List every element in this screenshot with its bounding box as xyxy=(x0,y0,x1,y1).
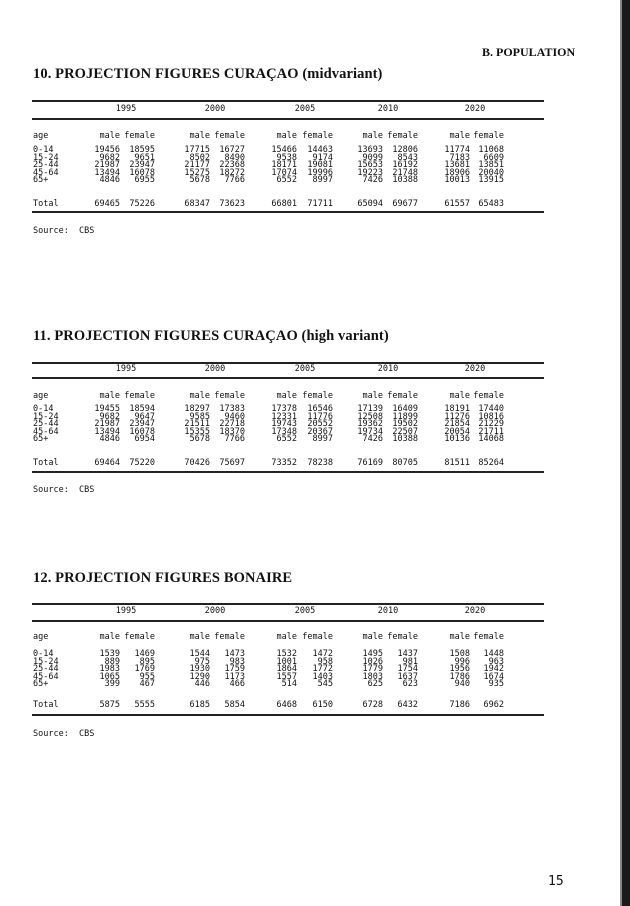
value-cell: 18191 xyxy=(444,404,470,414)
table-top-rule xyxy=(32,603,544,605)
age-cell: age xyxy=(33,391,49,401)
scan-edge-shadow xyxy=(620,0,622,906)
value-cell: 21854 xyxy=(444,419,470,430)
value-cell: 76169 xyxy=(357,458,383,468)
value-cell: 69677 xyxy=(392,199,418,209)
value-cell: male xyxy=(449,131,470,141)
age-cell: 15-24 xyxy=(33,152,59,163)
age-cell: 25-44 xyxy=(33,160,59,171)
age-cell: 65+ xyxy=(33,434,49,445)
value-cell: 6185 xyxy=(189,700,210,710)
value-cell: 15653 xyxy=(357,160,383,171)
value-cell: 975 xyxy=(194,656,210,667)
value-cell: 8490 xyxy=(224,152,245,163)
value-cell: 13494 xyxy=(94,167,120,178)
value-cell: 9174 xyxy=(312,152,333,163)
year-header: 2020 xyxy=(464,364,486,374)
value-cell: 12508 xyxy=(357,411,383,422)
value-cell: 21229 xyxy=(478,419,504,430)
value-cell: female xyxy=(302,131,333,141)
value-cell: 22718 xyxy=(219,419,245,430)
value-cell: 85264 xyxy=(478,458,504,468)
value-cell: female xyxy=(124,131,155,141)
value-cell: 981 xyxy=(402,656,418,667)
value-cell: male xyxy=(189,131,210,141)
page-number: 15 xyxy=(548,874,564,889)
value-cell: 6728 xyxy=(362,700,383,710)
value-cell: 9682 xyxy=(99,152,120,163)
value-cell: 17378 xyxy=(271,404,297,414)
value-cell: male xyxy=(362,131,383,141)
value-cell: 6468 xyxy=(276,700,297,710)
value-cell: 1473 xyxy=(224,649,245,659)
value-cell: 21511 xyxy=(184,419,210,430)
value-cell: 940 xyxy=(454,679,470,690)
value-cell: 17383 xyxy=(219,404,245,414)
value-cell: 10013 xyxy=(444,175,470,186)
value-cell: 5854 xyxy=(224,700,245,710)
value-cell: male xyxy=(449,391,470,401)
value-cell: 11899 xyxy=(392,411,418,422)
value-cell: 15466 xyxy=(271,145,297,155)
value-cell: female xyxy=(124,391,155,401)
age-cell: Total xyxy=(33,700,59,710)
value-cell: female xyxy=(124,632,155,642)
value-cell: male xyxy=(362,391,383,401)
value-cell: 514 xyxy=(281,679,297,690)
value-cell: 11776 xyxy=(307,411,333,422)
value-cell: 8502 xyxy=(189,152,210,163)
value-cell: 9538 xyxy=(276,152,297,163)
year-header: 2005 xyxy=(294,364,316,374)
value-cell: 18297 xyxy=(184,404,210,414)
value-cell: 625 xyxy=(367,679,383,690)
value-cell: 17348 xyxy=(271,426,297,437)
value-cell: 11774 xyxy=(444,145,470,155)
value-cell: 18370 xyxy=(219,426,245,437)
value-cell: 10816 xyxy=(478,411,504,422)
value-cell: female xyxy=(387,131,418,141)
value-cell: 1983 xyxy=(99,664,120,675)
value-cell: 61557 xyxy=(444,199,470,209)
value-cell: 17440 xyxy=(478,404,504,414)
source-note: Source: CBS xyxy=(33,485,95,495)
value-cell: 1026 xyxy=(362,656,383,667)
value-cell: 1495 xyxy=(362,649,383,659)
value-cell: 1065 xyxy=(99,671,120,682)
value-cell: 446 xyxy=(194,679,210,690)
value-cell: 889 xyxy=(104,656,120,667)
value-cell: 623 xyxy=(402,679,418,690)
value-cell: 17074 xyxy=(271,167,297,178)
value-cell: 6962 xyxy=(483,700,504,710)
value-cell: 69465 xyxy=(94,199,120,209)
value-cell: 1469 xyxy=(134,649,155,659)
value-cell: female xyxy=(473,131,504,141)
value-cell: 80705 xyxy=(392,458,418,468)
value-cell: 7766 xyxy=(224,175,245,186)
value-cell: 545 xyxy=(317,679,333,690)
value-cell: 19223 xyxy=(357,167,383,178)
value-cell: 1173 xyxy=(224,671,245,682)
value-cell: 996 xyxy=(454,656,470,667)
value-cell: 1001 xyxy=(276,656,297,667)
value-cell: 13693 xyxy=(357,145,383,155)
value-cell: 8997 xyxy=(312,175,333,186)
value-cell: 7426 xyxy=(362,434,383,445)
value-cell: male xyxy=(99,632,120,642)
value-cell: 466 xyxy=(229,679,245,690)
value-cell: 1772 xyxy=(312,664,333,675)
column-header-row xyxy=(32,633,544,641)
value-cell: 10388 xyxy=(392,434,418,445)
year-header: 2010 xyxy=(377,606,399,616)
value-cell: 9585 xyxy=(189,411,210,422)
value-cell: female xyxy=(214,391,245,401)
value-cell: 10136 xyxy=(444,434,470,445)
value-cell: male xyxy=(276,131,297,141)
value-cell: 1637 xyxy=(397,671,418,682)
value-cell: 65094 xyxy=(357,199,383,209)
value-cell: 81511 xyxy=(444,458,470,468)
value-cell: 5555 xyxy=(134,700,155,710)
age-cell: 45-64 xyxy=(33,671,59,682)
value-cell: 1864 xyxy=(276,664,297,675)
value-cell: 16546 xyxy=(307,404,333,414)
value-cell: 19455 xyxy=(94,404,120,414)
value-cell: 16192 xyxy=(392,160,418,171)
value-cell: female xyxy=(302,391,333,401)
value-cell: 13851 xyxy=(478,160,504,171)
year-header: 2000 xyxy=(204,104,226,114)
source-note: Source: CBS xyxy=(33,729,95,739)
year-header: 2000 xyxy=(204,606,226,616)
value-cell: 19456 xyxy=(94,145,120,155)
value-cell: 6954 xyxy=(134,434,155,445)
value-cell: female xyxy=(387,391,418,401)
value-cell: 7186 xyxy=(449,700,470,710)
population-table xyxy=(32,0,544,906)
value-cell: 13915 xyxy=(478,175,504,186)
value-cell: 9099 xyxy=(362,152,383,163)
year-header: 1995 xyxy=(115,364,137,374)
value-cell: 18272 xyxy=(219,167,245,178)
value-cell: 16409 xyxy=(392,404,418,414)
table-title: 12. PROJECTION FIGURES BONAIRE xyxy=(33,570,293,586)
value-cell: 66801 xyxy=(271,199,297,209)
value-cell: 13494 xyxy=(94,426,120,437)
value-cell: 11276 xyxy=(444,411,470,422)
value-cell: 1674 xyxy=(483,671,504,682)
value-cell: 19502 xyxy=(392,419,418,430)
age-cell: age xyxy=(33,632,49,642)
value-cell: 16727 xyxy=(219,145,245,155)
value-cell: 65483 xyxy=(478,199,504,209)
table-bottom-rule xyxy=(32,714,544,716)
value-cell: 963 xyxy=(488,656,504,667)
value-cell: female xyxy=(387,632,418,642)
value-cell: 1290 xyxy=(189,671,210,682)
value-cell: 7183 xyxy=(449,152,470,163)
value-cell: 6150 xyxy=(312,700,333,710)
table-title: 10. PROJECTION FIGURES CURAÇAO (midvariant) xyxy=(33,66,383,82)
value-cell: 6552 xyxy=(276,175,297,186)
age-cell: Total xyxy=(33,199,59,209)
section-header: B. POPULATION xyxy=(482,45,576,59)
value-cell: 1942 xyxy=(483,664,504,675)
value-cell: 9682 xyxy=(99,411,120,422)
value-cell: 18595 xyxy=(129,145,155,155)
value-cell: 17139 xyxy=(357,404,383,414)
value-cell: 1786 xyxy=(449,671,470,682)
value-cell: 19743 xyxy=(271,419,297,430)
value-cell: 19996 xyxy=(307,167,333,178)
value-cell: 1403 xyxy=(312,671,333,682)
age-cell: 25-44 xyxy=(33,664,59,675)
value-cell: 1437 xyxy=(397,649,418,659)
value-cell: 5678 xyxy=(189,434,210,445)
year-header: 2005 xyxy=(294,104,316,114)
year-header: 2020 xyxy=(464,104,486,114)
age-cell: 45-64 xyxy=(33,426,59,437)
value-cell: 9651 xyxy=(134,152,155,163)
table-title: 11. PROJECTION FIGURES CURAÇAO (high variant) xyxy=(33,328,389,344)
value-cell: 20367 xyxy=(307,426,333,437)
value-cell: 1803 xyxy=(362,671,383,682)
value-cell: 955 xyxy=(139,671,155,682)
value-cell: 9460 xyxy=(224,411,245,422)
age-cell: 65+ xyxy=(33,679,49,690)
value-cell: 15355 xyxy=(184,426,210,437)
total-row xyxy=(32,701,544,709)
value-cell: 958 xyxy=(317,656,333,667)
value-cell: 16078 xyxy=(129,167,155,178)
value-cell: 20040 xyxy=(478,167,504,178)
value-cell: 7426 xyxy=(362,175,383,186)
value-cell: 11068 xyxy=(478,145,504,155)
value-cell: female xyxy=(302,632,333,642)
value-cell: 1754 xyxy=(397,664,418,675)
value-cell: 21711 xyxy=(478,426,504,437)
value-cell: male xyxy=(99,391,120,401)
value-cell: 21987 xyxy=(94,419,120,430)
value-cell: 75220 xyxy=(129,458,155,468)
age-cell: 15-24 xyxy=(33,411,59,422)
value-cell: 23947 xyxy=(129,419,155,430)
source-note: Source: CBS xyxy=(33,226,95,236)
value-cell: 1759 xyxy=(224,664,245,675)
age-cell: 15-24 xyxy=(33,656,59,667)
value-cell: 19362 xyxy=(357,419,383,430)
table-row xyxy=(32,680,544,688)
value-cell: female xyxy=(473,391,504,401)
value-cell: male xyxy=(276,632,297,642)
value-cell: 1956 xyxy=(449,664,470,675)
value-cell: 8997 xyxy=(312,434,333,445)
scan-edge xyxy=(622,0,630,906)
value-cell: 399 xyxy=(104,679,120,690)
age-cell: 0-14 xyxy=(33,145,54,155)
year-header: 2000 xyxy=(204,364,226,374)
value-cell: 5678 xyxy=(189,175,210,186)
value-cell: 4846 xyxy=(99,175,120,186)
value-cell: 18906 xyxy=(444,167,470,178)
age-cell: age xyxy=(33,131,49,141)
value-cell: 12806 xyxy=(392,145,418,155)
value-cell: 75226 xyxy=(129,199,155,209)
value-cell: 73623 xyxy=(219,199,245,209)
value-cell: 10388 xyxy=(392,175,418,186)
value-cell: 78238 xyxy=(307,458,333,468)
value-cell: 6432 xyxy=(397,700,418,710)
year-header: 2005 xyxy=(294,606,316,616)
year-header: 1995 xyxy=(115,104,137,114)
value-cell: 75697 xyxy=(219,458,245,468)
value-cell: 21987 xyxy=(94,160,120,171)
value-cell: 22368 xyxy=(219,160,245,171)
value-cell: male xyxy=(362,632,383,642)
value-cell: male xyxy=(276,391,297,401)
value-cell: female xyxy=(214,632,245,642)
value-cell: 21748 xyxy=(392,167,418,178)
value-cell: 983 xyxy=(229,656,245,667)
age-cell: 65+ xyxy=(33,175,49,186)
value-cell: 17715 xyxy=(184,145,210,155)
value-cell: 15275 xyxy=(184,167,210,178)
value-cell: 20552 xyxy=(307,419,333,430)
value-cell: 21177 xyxy=(184,160,210,171)
value-cell: 19081 xyxy=(307,160,333,171)
age-cell: 0-14 xyxy=(33,404,54,414)
value-cell: 895 xyxy=(139,656,155,667)
value-cell: 6955 xyxy=(134,175,155,186)
year-header: 2020 xyxy=(464,606,486,616)
value-cell: 73352 xyxy=(271,458,297,468)
value-cell: 9647 xyxy=(134,411,155,422)
table-header-rule xyxy=(32,620,544,622)
age-cell: 45-64 xyxy=(33,167,59,178)
value-cell: 8543 xyxy=(397,152,418,163)
age-cell: Total xyxy=(33,458,59,468)
value-cell: 1557 xyxy=(276,671,297,682)
value-cell: 13681 xyxy=(444,160,470,171)
value-cell: 18594 xyxy=(129,404,155,414)
value-cell: 70426 xyxy=(184,458,210,468)
year-header: 2010 xyxy=(377,104,399,114)
age-cell: 0-14 xyxy=(33,649,54,659)
value-cell: male xyxy=(449,632,470,642)
value-cell: 16078 xyxy=(129,426,155,437)
value-cell: 1508 xyxy=(449,649,470,659)
value-cell: 5875 xyxy=(99,700,120,710)
value-cell: male xyxy=(189,632,210,642)
value-cell: 69464 xyxy=(94,458,120,468)
value-cell: 1544 xyxy=(189,649,210,659)
value-cell: 12331 xyxy=(271,411,297,422)
value-cell: 7766 xyxy=(224,434,245,445)
value-cell: 14068 xyxy=(478,434,504,445)
value-cell: 71711 xyxy=(307,199,333,209)
value-cell: female xyxy=(473,632,504,642)
value-cell: female xyxy=(214,131,245,141)
value-cell: male xyxy=(189,391,210,401)
value-cell: 1448 xyxy=(483,649,504,659)
value-cell: 1532 xyxy=(276,649,297,659)
value-cell: 6609 xyxy=(483,152,504,163)
year-header: 1995 xyxy=(115,606,137,616)
value-cell: 68347 xyxy=(184,199,210,209)
value-cell: 14463 xyxy=(307,145,333,155)
value-cell: male xyxy=(99,131,120,141)
value-cell: 1472 xyxy=(312,649,333,659)
value-cell: 935 xyxy=(488,679,504,690)
value-cell: 1779 xyxy=(362,664,383,675)
value-cell: 1930 xyxy=(189,664,210,675)
value-cell: 1769 xyxy=(134,664,155,675)
age-cell: 25-44 xyxy=(33,419,59,430)
value-cell: 467 xyxy=(139,679,155,690)
value-cell: 4846 xyxy=(99,434,120,445)
value-cell: 6552 xyxy=(276,434,297,445)
value-cell: 20054 xyxy=(444,426,470,437)
value-cell: 18171 xyxy=(271,160,297,171)
value-cell: 22507 xyxy=(392,426,418,437)
value-cell: 1539 xyxy=(99,649,120,659)
value-cell: 19734 xyxy=(357,426,383,437)
value-cell: 23947 xyxy=(129,160,155,171)
year-header: 2010 xyxy=(377,364,399,374)
